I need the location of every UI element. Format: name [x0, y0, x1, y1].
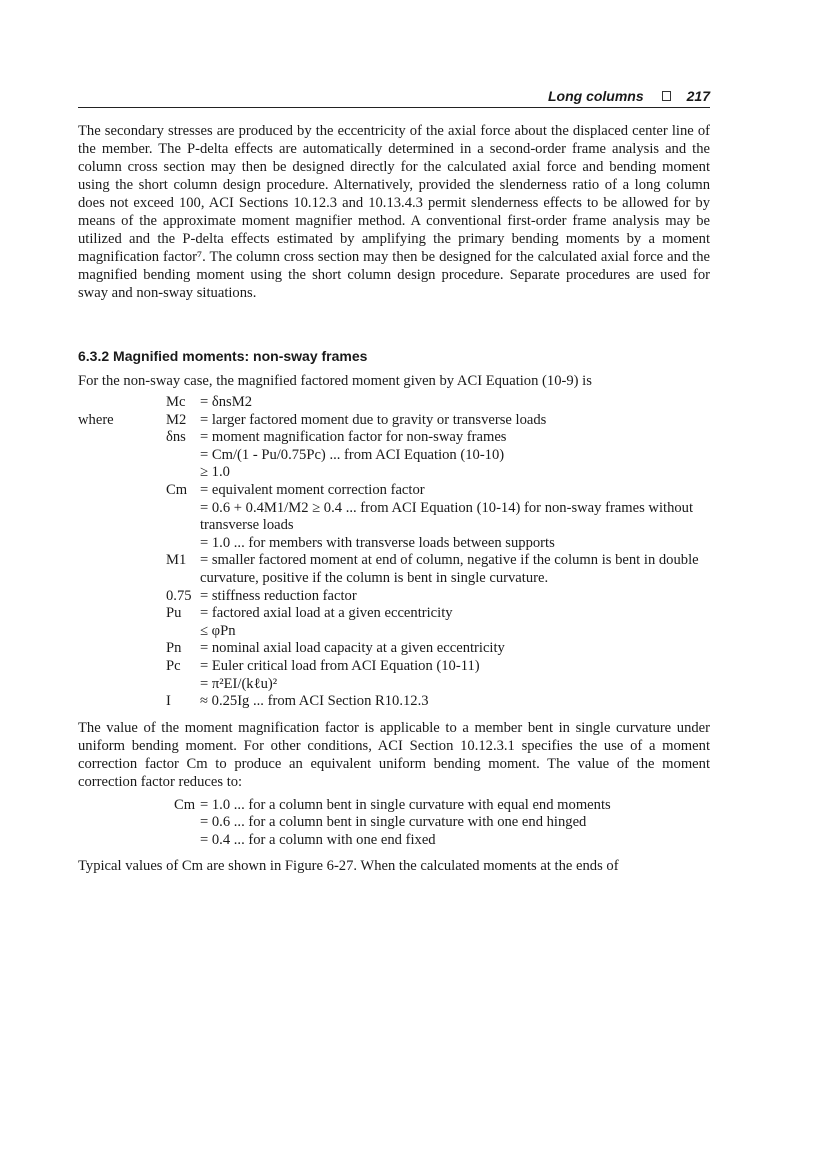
- definition-label: [78, 640, 166, 658]
- definition-row: [78, 535, 710, 553]
- definition-row: [78, 394, 710, 412]
- definition-symbol: [166, 623, 200, 641]
- header-title: Long columns: [547, 88, 644, 104]
- definition-symbol: [166, 535, 200, 553]
- definition-symbol: [166, 464, 200, 482]
- definition-symbol: Cm: [166, 481, 188, 498]
- definition-label: where: [78, 411, 114, 428]
- definition-row: [78, 482, 710, 500]
- definition-text: ≤ φPn: [200, 622, 236, 639]
- definition-label: [78, 464, 166, 482]
- running-header: [78, 88, 710, 108]
- definition-row: [78, 429, 710, 447]
- definition-text: = Euler critical load from ACI Equation (10-11): [200, 657, 480, 674]
- definition-row: [78, 447, 710, 465]
- definition-symbol: 0.75: [166, 587, 192, 604]
- definition-label: [78, 447, 166, 465]
- definition-symbol: Pu: [166, 605, 182, 622]
- cm-row: [78, 814, 710, 832]
- cm-value-list: [78, 797, 710, 850]
- definition-label: [78, 394, 166, 412]
- definition-label: [78, 429, 166, 447]
- definition-text: = 1.0 ... for members with transverse loads between supports: [200, 534, 555, 551]
- definition-label: [78, 482, 166, 500]
- page-number: 217: [686, 88, 710, 104]
- definition-row: [78, 412, 710, 430]
- definition-row: [78, 500, 710, 535]
- definition-symbol: M2: [166, 411, 187, 428]
- definition-row: [78, 464, 710, 482]
- definition-text: = δnsM2: [200, 394, 253, 410]
- square-box-icon: [662, 91, 671, 101]
- definition-text: = Cm/(1 - Pu/0.75Pc) ... from ACI Equation (10-10): [200, 446, 505, 463]
- definition-text: = factored axial load at a given eccentricity: [200, 605, 453, 622]
- definition-symbol: δns: [166, 429, 186, 446]
- definition-symbol: M1: [166, 552, 187, 569]
- cm-symbol: [174, 832, 200, 850]
- definition-row: [78, 588, 710, 606]
- definition-symbol: [166, 500, 200, 535]
- definition-label: [78, 623, 166, 641]
- definition-label: [78, 588, 166, 606]
- second-paragraph: The value of the moment magnification factor is applicable to a member bent in single curvature under uniform bending moment. For other conditions, ACI Section 10.12.3.1 specifies the use of a moment correction factor Cm to produce an equivalent uniform bending moment. The value of the moment correction factor reduces to:: [78, 719, 710, 790]
- definition-symbol: [166, 447, 200, 465]
- cm-symbol: [174, 814, 200, 832]
- closing-text: Typical values of Cm are shown in Figure 6-27. When the calculated moments at the ends of: [78, 858, 619, 875]
- definition-text: = nominal axial load capacity at a given eccentricity: [200, 640, 505, 657]
- definition-label: [78, 500, 166, 535]
- definition-text: ≈ 0.25Ig ... from ACI Section R10.12.3: [200, 693, 429, 710]
- cm-row: [78, 832, 710, 850]
- cm-text: = 0.6 ... for a column bent in single curvature with one end hinged: [200, 814, 587, 831]
- definition-text: = stiffness reduction factor: [200, 587, 357, 604]
- document-page: [78, 88, 710, 875]
- definition-row: [78, 640, 710, 658]
- definition-label: [78, 658, 166, 676]
- definition-label: [78, 535, 166, 553]
- definition-text: = 0.6 + 0.4M1/M2 ≥ 0.4 ... from ACI Equation (10-14) for non-sway frames without transverse loads: [200, 499, 694, 534]
- definition-label: [78, 676, 166, 694]
- cm-text: = 0.4 ... for a column with one end fixed: [200, 831, 436, 848]
- cm-row: [78, 797, 710, 815]
- definition-row: [78, 605, 710, 623]
- definition-symbol: I: [166, 693, 171, 710]
- cm-text: = 1.0 ... for a column bent in single curvature with equal end moments: [200, 796, 611, 813]
- definition-text: = π²EI/(kℓu)²: [200, 675, 278, 692]
- definition-list: [78, 394, 710, 711]
- lead-text: For the non-sway case, the magnified factored moment given by ACI Equation (10-9) is: [78, 373, 592, 389]
- definition-symbol: [166, 676, 200, 694]
- definition-text: = smaller factored moment at end of column, negative if the column is bent in double curvature, positive if the column is bent in single curvature.: [200, 552, 699, 586]
- definition-row: [78, 676, 710, 694]
- definition-symbol: Pc: [166, 657, 181, 674]
- definition-symbol: Mc: [166, 394, 186, 410]
- definition-text: = larger factored moment due to gravity or transverse loads: [200, 411, 547, 428]
- definition-text: = equivalent moment correction factor: [200, 481, 425, 498]
- definition-symbol: Pn: [166, 640, 182, 657]
- definition-row: [78, 658, 710, 676]
- definition-text: ≥ 1.0: [200, 464, 230, 481]
- definition-row: [78, 552, 710, 587]
- definition-row: [78, 623, 710, 641]
- definition-text: = moment magnification factor for non-sway frames: [200, 429, 507, 446]
- section-heading: 6.3.2 Magnified moments: non-sway frames: [78, 348, 368, 364]
- cm-symbol: Cm: [174, 796, 196, 813]
- definition-label: [78, 552, 166, 587]
- definition-row: [78, 693, 710, 711]
- definition-label: [78, 605, 166, 623]
- definition-label: [78, 693, 166, 711]
- intro-paragraph: The secondary stresses are produced by the eccentricity of the axial force about the displaced center line of the member. The P-delta effects are automatically determined in a second-order frame analysis and the column cross section may then be designed directly for the calculated axial force and bending moment using the short column design procedure. Alternatively, provided the slenderness ratio of a long column does not exceed 100, ACI Sections 10.12.3 and 10.13.4.3 permit slenderness effects to be allowed for by means of the approximate moment magnifier method. A conventional first-order frame analysis may be utilized and the P-delta effects estimated by amplifying the primary bending moments by a moment magnification factor⁷. The column cross section may then be designed for the calculated axial force and the magnified bending moment using the short column design procedure. Separate procedures are used for sway and non-sway situations.: [78, 123, 710, 301]
